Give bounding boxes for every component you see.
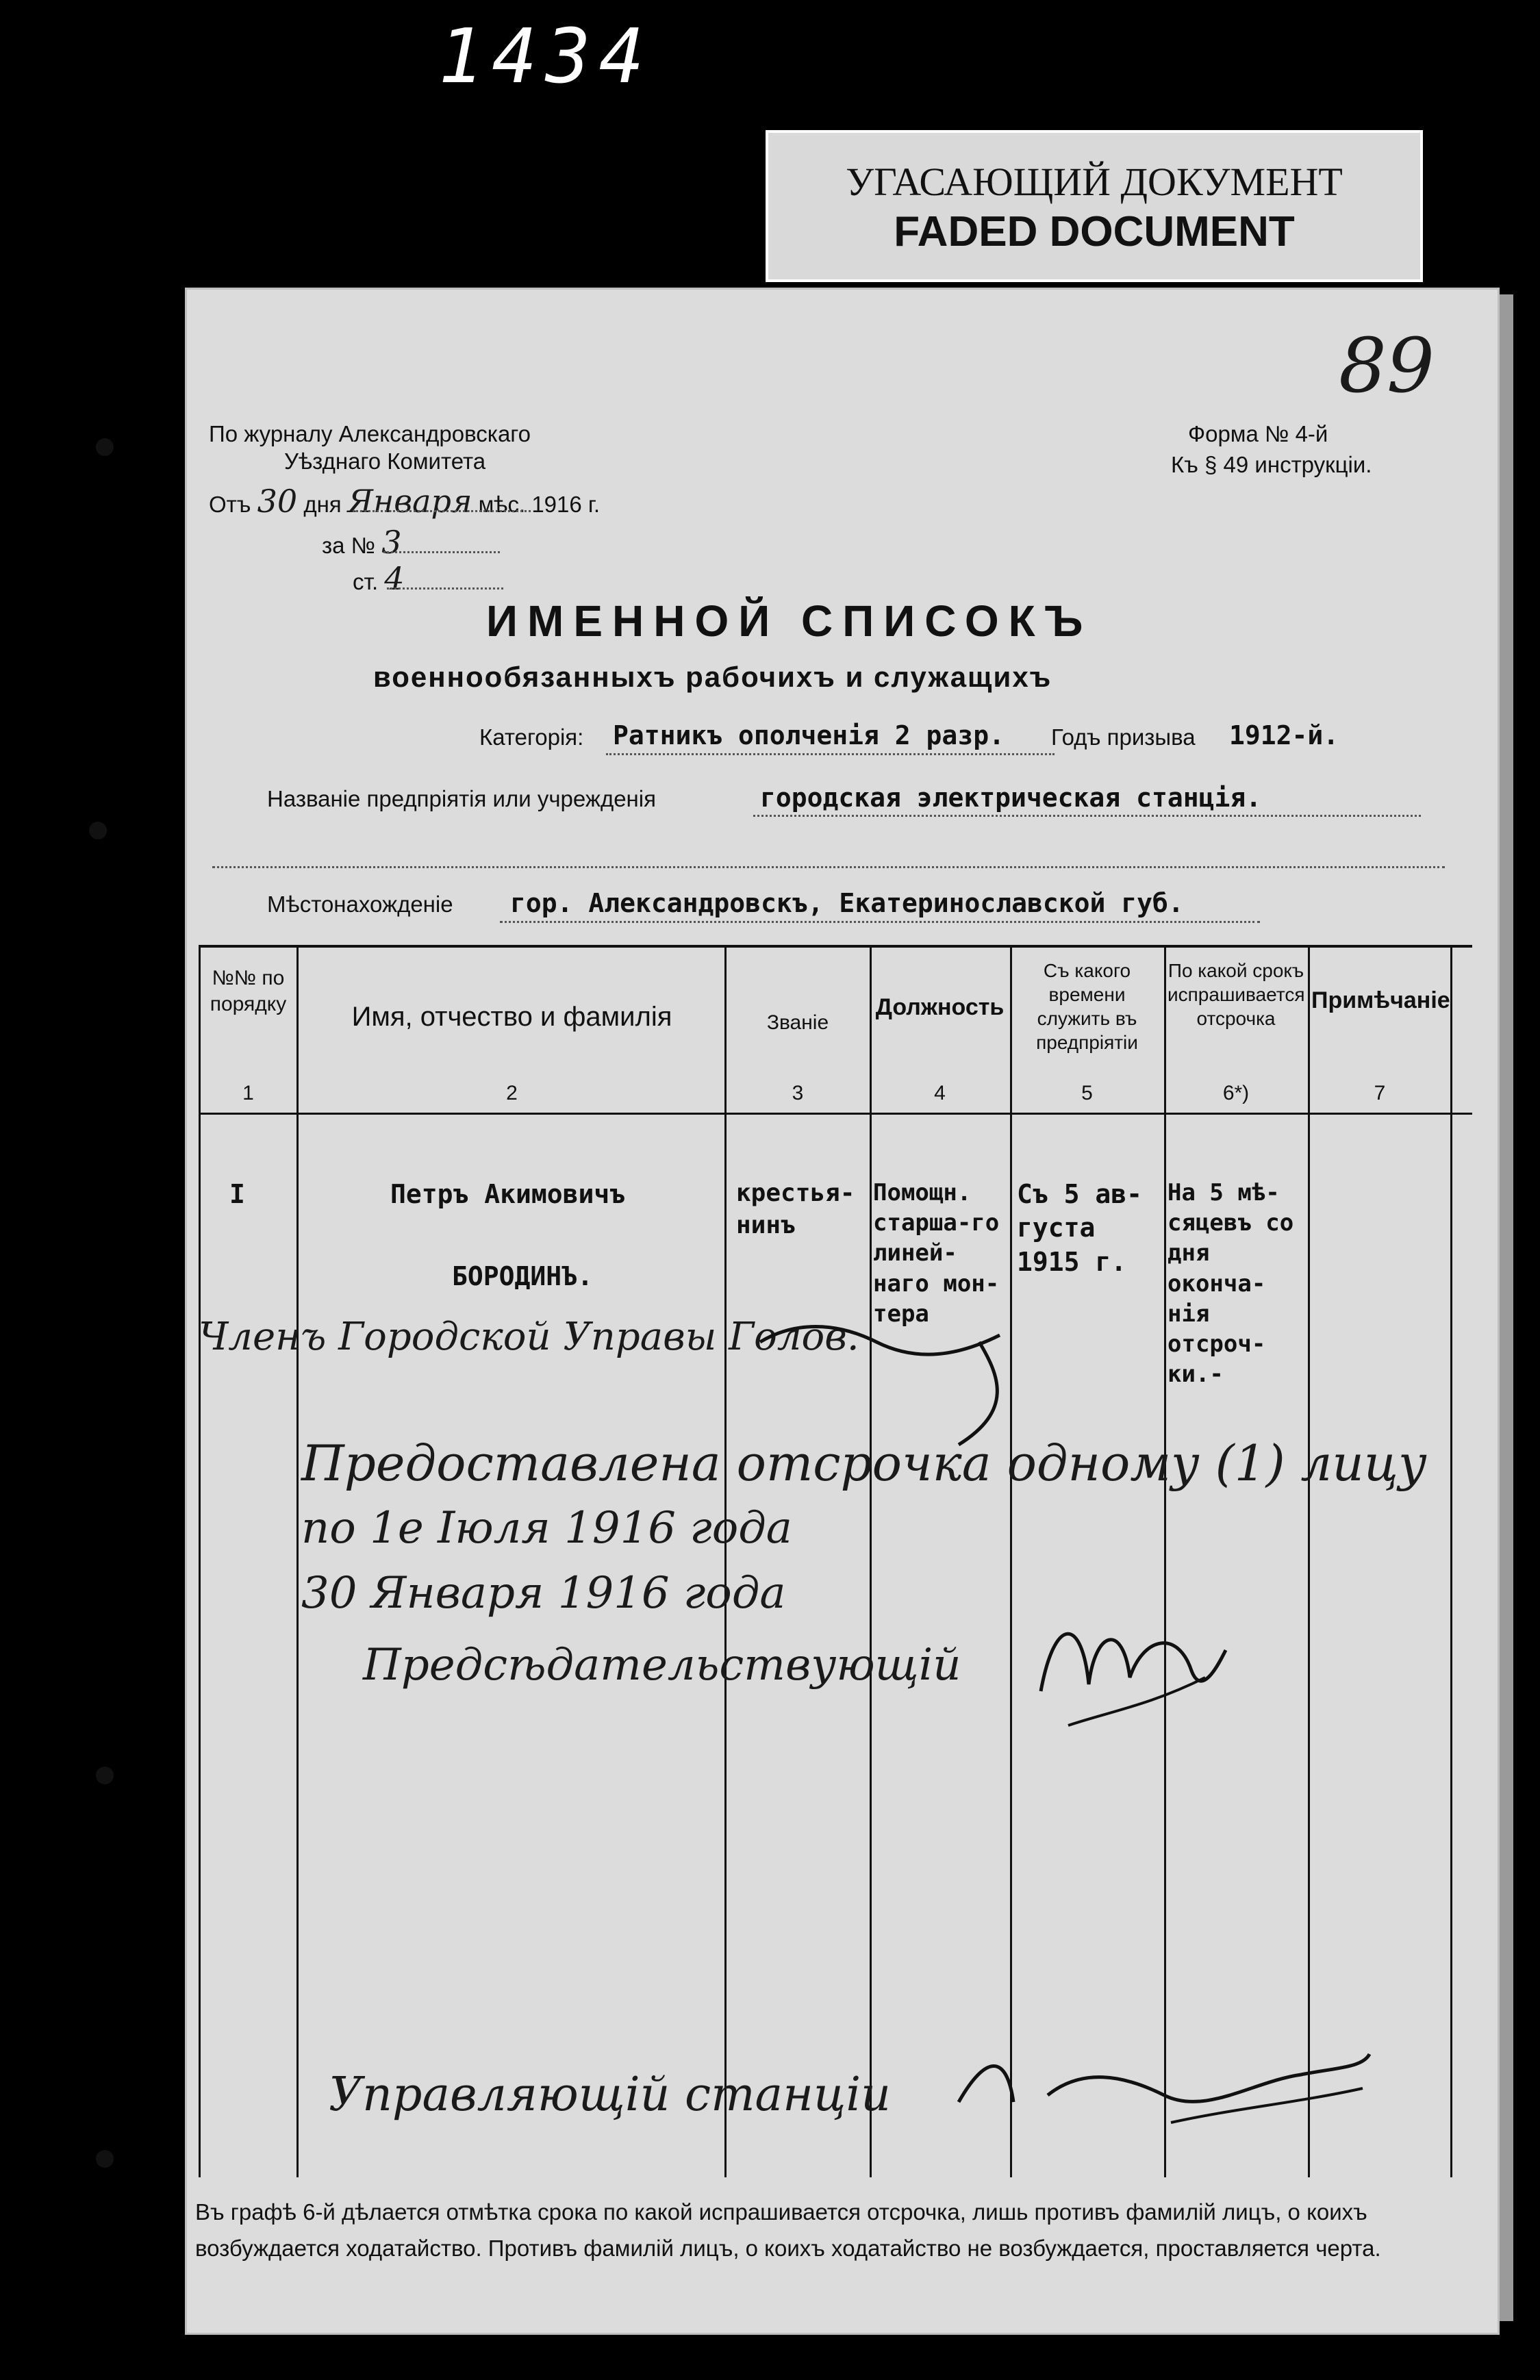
column-number: 7 — [1374, 1082, 1386, 1104]
handwritten-decision-date: 30 Января 1916 года — [301, 1568, 786, 1619]
manager-signature — [945, 2027, 1383, 2136]
article-label: ст. — [353, 569, 379, 594]
person-rank: крестья-нинъ — [736, 1179, 855, 1239]
table-top-rule — [199, 945, 1472, 948]
col-divider — [1164, 945, 1166, 2177]
personnel-table — [199, 945, 1472, 2177]
year-label: Годъ призыва — [1051, 724, 1196, 750]
form-line-2: Къ § 49 инструкціи. — [1171, 452, 1372, 477]
film-frame-number: 1434 — [438, 12, 653, 100]
punch-hole — [96, 1767, 114, 1784]
location-underline — [500, 921, 1260, 923]
article-value: 4 — [384, 560, 405, 597]
enterprise-underline — [753, 815, 1421, 817]
category-value: Ратникъ ополченія 2 разр. — [613, 720, 1005, 750]
punch-hole — [96, 2150, 114, 2168]
date-mid: дня — [303, 492, 342, 517]
faded-label-ru: УГАСАЮЩИЙ ДОКУМЕНТ — [846, 160, 1343, 204]
journal-number-line — [322, 524, 402, 561]
handwritten-station-manager: Управляющій станціи — [329, 2068, 891, 2122]
location-label: Мѣстонахожденіе — [267, 891, 453, 917]
col-divider — [870, 945, 872, 2177]
header-since: Съ какого времени служить въ предпріятіи — [1036, 960, 1138, 1053]
year-value: 1912-й. — [1229, 720, 1339, 750]
person-position: Помощн. старша-го линей-наго мон-тера — [873, 1179, 1000, 1328]
row-number: I — [229, 1179, 245, 1209]
date-prefix: Отъ — [209, 492, 251, 517]
header-name: Имя, отчество и фамилія — [351, 1002, 672, 1032]
council-member-signature — [753, 1315, 1041, 1452]
date-day: 30 — [257, 483, 298, 520]
person-name-first: Петръ Акимовичъ — [390, 1179, 626, 1209]
punch-hole — [96, 438, 114, 456]
enterprise-value: городская электрическая станція. — [760, 783, 1262, 813]
header-position: Должность — [875, 994, 1005, 1020]
handwritten-deferment-granted: Предоставлена отсрочка одному (1) лицу — [301, 1434, 1427, 1492]
column-number: 3 — [792, 1082, 804, 1104]
date-suffix: мѣс. 1916 г. — [478, 492, 601, 517]
journal-line-1: По журналу Александровскаго — [209, 421, 531, 446]
location-value: гор. Александровскъ, Екатеринославской губ. — [510, 888, 1184, 918]
punch-hole — [89, 822, 107, 839]
col-divider — [1450, 945, 1452, 2177]
column-number: 2 — [506, 1082, 518, 1104]
deferment-term: На 5 мѣ-сяцевъ со дня оконча-нія отсроч-ки.- — [1167, 1179, 1294, 1389]
handwritten-council-member: Членъ Городской Управы Голов. — [199, 1315, 859, 1359]
handwritten-until-date: по 1е Іюля 1916 года — [301, 1503, 792, 1554]
enterprise-underline-2 — [212, 866, 1445, 868]
header-number: №№ по порядку — [210, 967, 287, 1015]
form-line-1: Форма № 4-й — [1188, 421, 1328, 446]
date-line — [209, 483, 600, 520]
header-note: Примѣчаніе — [1311, 987, 1450, 1013]
date-underline — [353, 510, 531, 512]
column-number: 6*) — [1222, 1082, 1250, 1104]
header-rank: Званіе — [766, 1011, 829, 1034]
chairman-signature — [1027, 1575, 1233, 1746]
article-underline — [387, 587, 503, 590]
column-number: 5 — [1081, 1082, 1093, 1104]
service-since: Съ 5 ав-густа 1915 г. — [1017, 1179, 1143, 1277]
document-title: ИМЕННОЙ СПИСОКЪ — [486, 596, 1093, 646]
footnote: Въ графѣ 6-й дѣлается отмѣтка срока по какой испрашивается отсрочка, лишь противъ фамилій лицъ, о коихъ возбуждается ходатайство. Противъ фамилій лицъ, о коихъ ходатайство не возбуждается, проставляется черта. — [195, 2199, 1381, 2261]
handwritten-chairman: Предсѣдательствующій — [363, 1640, 961, 1691]
date-month: Января — [347, 483, 472, 520]
number-label: за № — [322, 533, 376, 558]
header-deferment: По какой срокъ испрашивается отсрочка — [1167, 960, 1305, 1029]
document-subtitle: военнообязанныхъ рабочихъ и служащихъ — [373, 661, 1052, 693]
table-header-rule — [199, 1113, 1472, 1115]
journal-line-2: Уѣзднаго Комитета — [284, 448, 486, 474]
enterprise-label: Названіе предпріятія или учрежденія — [267, 786, 656, 811]
column-number: 4 — [934, 1082, 946, 1104]
column-number: 1 — [242, 1082, 254, 1104]
category-underline — [606, 753, 1055, 755]
person-surname: БОРОДИНЪ. — [452, 1261, 593, 1291]
col-divider — [1010, 945, 1012, 2177]
page-number-handwritten: 89 — [1339, 322, 1435, 409]
category-label: Категорія: — [479, 724, 584, 750]
col-divider — [296, 945, 299, 2177]
col-divider — [199, 945, 201, 2177]
col-divider — [724, 945, 727, 2177]
number-underline — [383, 551, 500, 553]
number-value: 3 — [381, 524, 402, 561]
col-divider — [1308, 945, 1310, 2177]
article-line — [353, 560, 405, 597]
faded-document-label — [766, 130, 1423, 282]
faded-label-en: FADED DOCUMENT — [894, 208, 1295, 255]
